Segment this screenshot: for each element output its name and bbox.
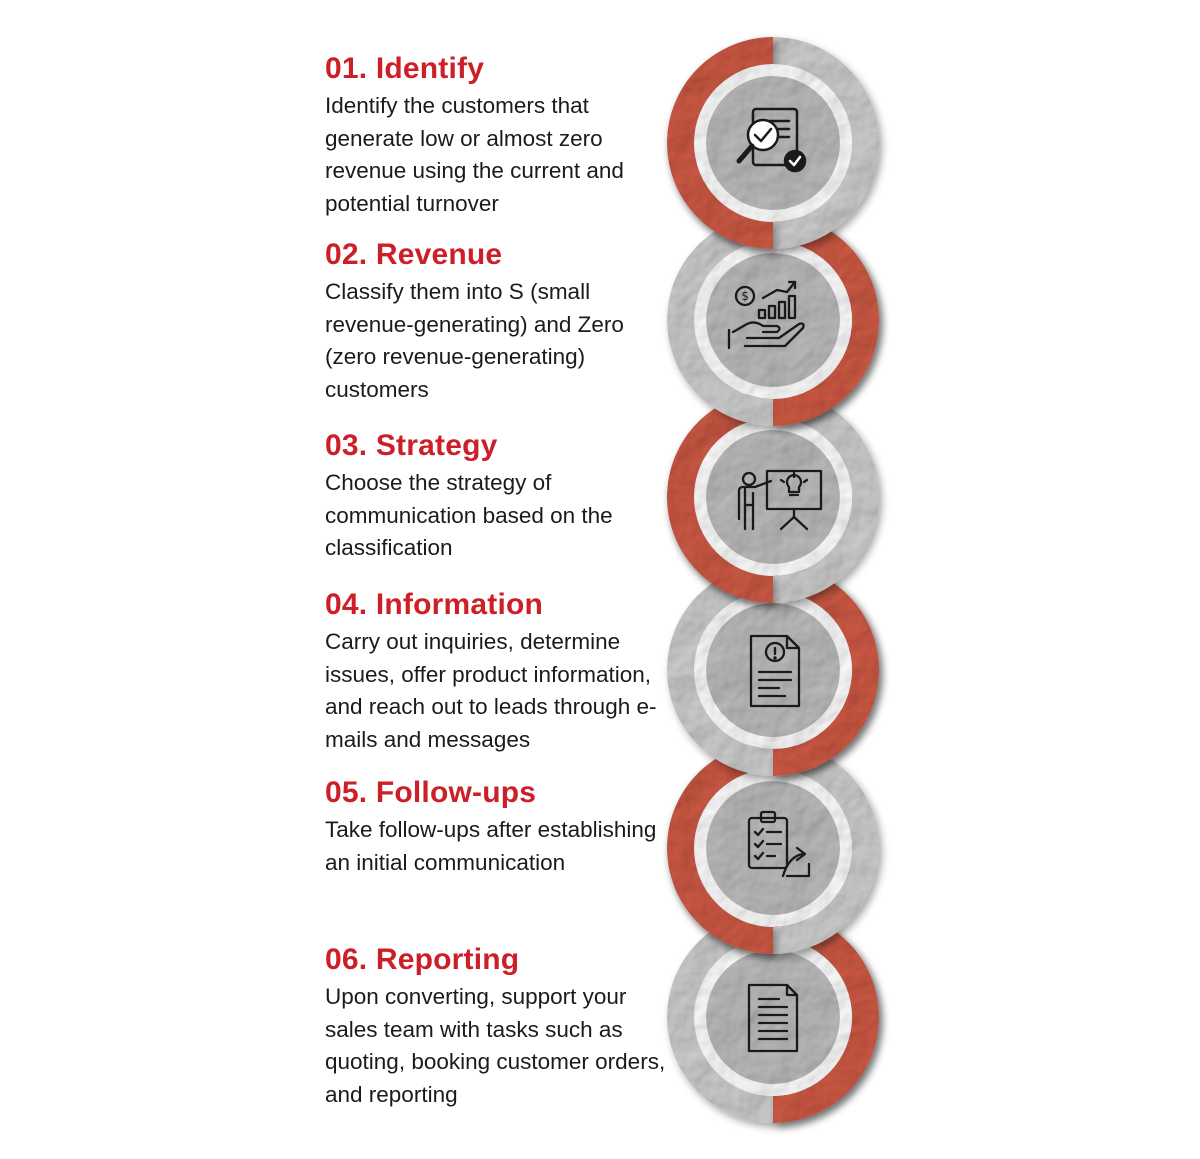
step-title: 05. Follow-ups (325, 776, 537, 809)
step-description: Upon converting, support your sales team with tasks such as quoting, booking customer orders, and reporting (325, 984, 666, 1107)
step-title: 03. Strategy (325, 429, 498, 462)
step-title: 04. Information (325, 588, 544, 621)
step-description: Choose the strategy of communication based on the classification (325, 470, 613, 560)
step-description: Identify the customers that generate low or almost zero revenue using the current and potential turnover (325, 93, 624, 216)
icon-disc (706, 781, 840, 915)
step-title: 06. Reporting (325, 943, 520, 976)
step-description: Take follow-ups after establishing an initial communication (325, 817, 657, 875)
step-description: Classify them into S (small revenue-generating) and Zero (zero revenue-generating) customers (325, 279, 624, 402)
icon-disc (706, 253, 840, 387)
step-title: 02. Revenue (325, 238, 503, 271)
icon-disc (706, 950, 840, 1084)
icon-disc (706, 603, 840, 737)
svg-text:$: $ (741, 289, 749, 303)
step-description: Carry out inquiries, determine issues, offer product information, and reach out to leads through e-mails and messages (325, 629, 657, 752)
step-title: 01. Identify (325, 52, 485, 85)
